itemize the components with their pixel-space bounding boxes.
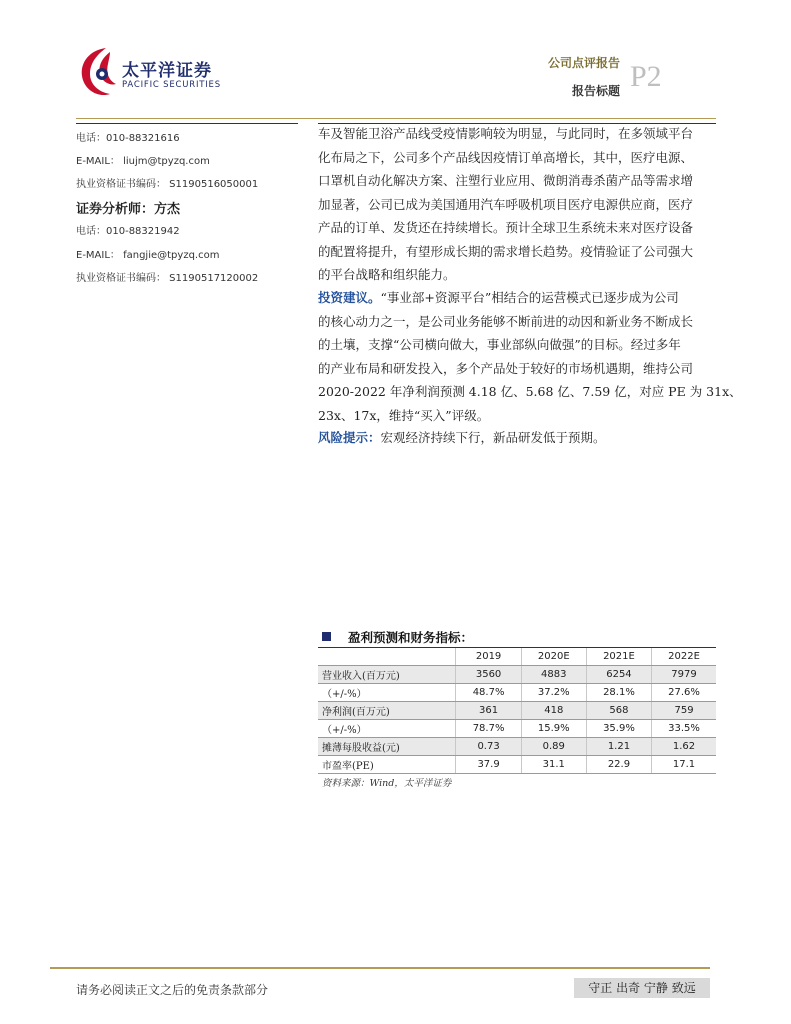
analyst-name: 证券分析师：方杰: [76, 202, 181, 217]
text-line: 口罩机自动化解决方案、注塑行业应用、微朗消毒杀菌产品等需求增: [318, 173, 694, 188]
table-header-cell: 2022E: [652, 648, 716, 666]
table-source-note: 资料来源：Wind，太平洋证券: [322, 778, 452, 789]
row-label: （+/-%）: [318, 720, 456, 738]
table-cell: 6254: [586, 666, 651, 684]
text-line: 的配置将提升，有望形成长期的需求增长趋势。疫情验证了公司强大: [318, 243, 694, 259]
footer-rule: [50, 967, 710, 969]
table-cell: 17.1: [652, 756, 716, 774]
table-cell: 37.2%: [521, 684, 586, 702]
text-line: 的土壤，支撑“公司横向做大，事业部纵向做强”的目标。经过多年: [318, 337, 681, 352]
brand-name-en: PACIFIC SECURITIES: [122, 80, 221, 90]
contact-cert-1: 执业资格证书编码： S1190516050001: [76, 179, 259, 190]
text-line: 化布局之下，公司多个产品线因疫情订单高增长，其中，医疗电源、: [318, 149, 694, 165]
table-row: [318, 720, 716, 738]
text-line: 车及智能卫浴产品线受疫情影响较为明显，与此同时，在多领域平台: [318, 126, 694, 141]
table-cell: 48.7%: [456, 684, 521, 702]
brand-name-cn: 太平洋证券: [122, 61, 212, 81]
risk-label: 风险提示：: [318, 430, 381, 445]
text-line: “事业部+资源平台”相结合的运营模式已逐步成为公司: [380, 290, 679, 305]
contact-email-2: E-MAIL： fangjie@tpyzq.com: [76, 250, 220, 261]
contact-phone-2: 电话：010-88321942: [76, 226, 180, 237]
table-cell: 361: [456, 702, 521, 720]
table-cell: 35.9%: [586, 720, 651, 738]
table-row: [318, 666, 716, 684]
table-row: [318, 684, 716, 702]
report-type: 公司点评报告: [547, 56, 620, 70]
table-cell: 31.1: [521, 756, 586, 774]
text-line: 加显著，公司已成为美国通用汽车呼吸机项目医疗电源供应商，医疗: [318, 196, 694, 212]
row-label: （+/-%）: [318, 684, 456, 702]
table-cell: 568: [586, 702, 651, 720]
row-label: 净利润(百万元): [318, 702, 456, 720]
table-cell: 1.21: [586, 738, 651, 756]
table-header-cell: [318, 648, 456, 666]
table-cell: 78.7%: [456, 720, 521, 738]
financial-forecast-table: [318, 648, 716, 774]
row-label: 市盈率(PE): [318, 756, 456, 774]
table-row: [318, 702, 716, 720]
table-row: [318, 756, 716, 774]
row-label: 营业收入(百万元): [318, 666, 456, 684]
table-cell: 4883: [521, 666, 586, 684]
table-cell: 27.6%: [652, 684, 716, 702]
risk-paragraph: [318, 426, 718, 450]
report-title: 报告标题: [571, 84, 620, 98]
table-header-cell: 2019: [456, 648, 521, 666]
table-header-row: [318, 648, 716, 666]
table-cell: 0.73: [456, 738, 521, 756]
table-row: [318, 738, 716, 756]
body-paragraph-1: [318, 122, 718, 287]
table-cell: 1.62: [652, 738, 716, 756]
table-cell: 7979: [652, 666, 716, 684]
footer-motto: 守正 出奇 宁静 致远: [574, 978, 710, 998]
footer-disclaimer: 请务必阅读正文之后的免责条款部分: [76, 983, 269, 997]
sidebar-rule: [76, 123, 298, 124]
contact-phone-1: 电话：010-88321616: [76, 133, 180, 144]
header-rule: [76, 118, 716, 119]
investment-advice-paragraph: [318, 286, 742, 427]
contact-email-1: E-MAIL： liujm@tpyzq.com: [76, 156, 210, 167]
risk-text: 宏观经济持续下行，新品研发低于预期。: [380, 430, 606, 445]
table-header-cell: 2021E: [586, 648, 651, 666]
page-number-mark: P2: [630, 60, 662, 93]
table-title: 盈利预测和财务指标：: [348, 630, 474, 645]
text-line: 2020-2022 年净利润预测 4.18 亿、5.68 亿、7.59 亿，对应 PE 为 31x、: [318, 384, 742, 399]
table-cell: 759: [652, 702, 716, 720]
text-line: 的核心动力之一，是公司业务能够不断前进的动因和新业务不断成长: [318, 313, 694, 329]
table-cell: 28.1%: [586, 684, 651, 702]
text-line: 的平台战略和组织能力。: [318, 267, 456, 282]
table-title-bullet: [322, 632, 331, 641]
contact-cert-2: 执业资格证书编码： S1190517120002: [76, 273, 259, 284]
table-header-cell: 2020E: [521, 648, 586, 666]
text-line: 23x、17x，维持“买入”评级。: [318, 407, 490, 423]
table-cell: 15.9%: [521, 720, 586, 738]
table-cell: 37.9: [456, 756, 521, 774]
investment-advice-label: 投资建议。: [318, 290, 381, 305]
text-line: 产品的订单、发货还在持续增长。预计全球卫生系统未来对医疗设备: [318, 220, 694, 235]
table-cell: 3560: [456, 666, 521, 684]
text-line: 的产业布局和研发投入，多个产品处于较好的市场机遇期，维持公司: [318, 360, 694, 376]
row-label: 摊薄每股收益(元): [318, 738, 456, 756]
table-cell: 418: [521, 702, 586, 720]
table-cell: 33.5%: [652, 720, 716, 738]
table-cell: 22.9: [586, 756, 651, 774]
table-cell: 0.89: [521, 738, 586, 756]
